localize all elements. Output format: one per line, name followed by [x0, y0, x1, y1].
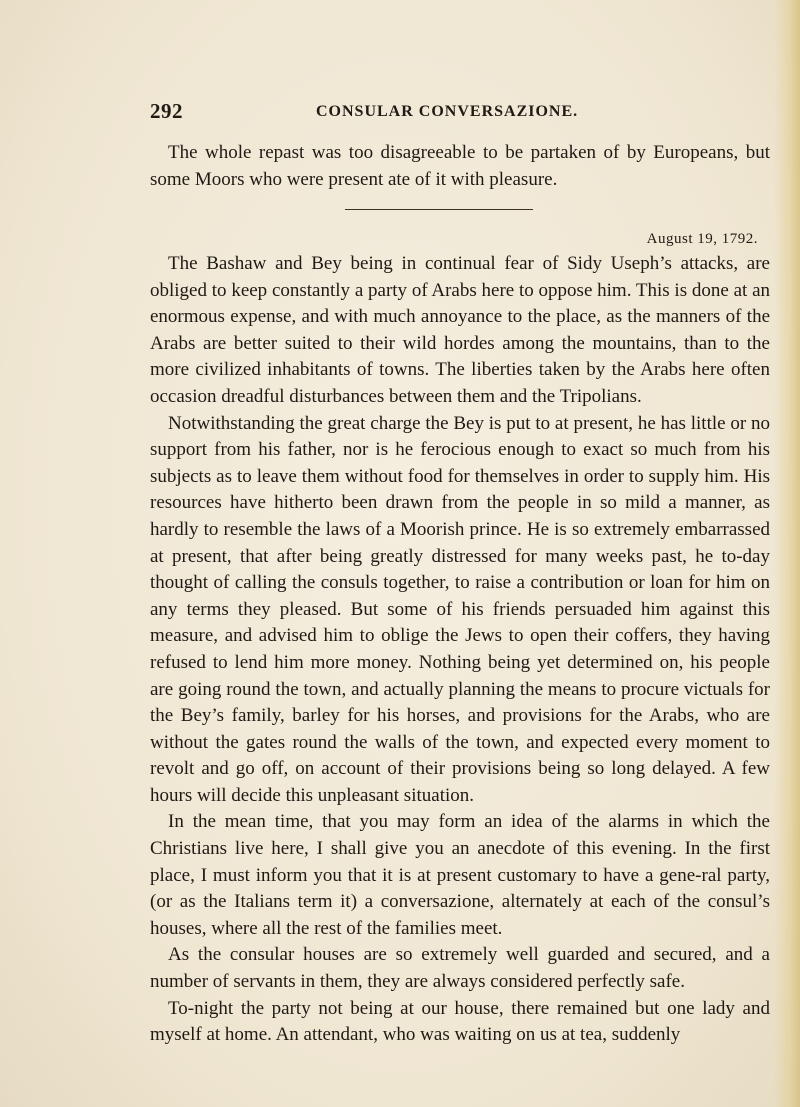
- paragraph: To-night the party not being at our house, there remained but one lady and myself at home. An attendant, who was waiting on us at tea, suddenly: [150, 997, 770, 1046]
- paragraph: As the consular houses are so extremely well guarded and secured, and a number of servants in them, they are always considered perfectly safe.: [150, 944, 770, 993]
- dateline: August 19, 1792.: [646, 231, 758, 247]
- intro-text: [150, 140, 770, 193]
- page-edge-shadow: [774, 0, 800, 1107]
- letter-body: [150, 251, 770, 1049]
- paragraph: Notwithstanding the great charge the Bey is put to at present, he has little or no support from his father, nor is he ferocious enough to exact so much from his subjects as to leave them without food for themselves in order to supply him. His resources have hitherto been drawn from the people in so mild a manner, as hardly to resemble the laws of a Moorish prince. He is so extremely embarrassed at present, that after being greatly distressed for many weeks past, he to-day thought of calling the consuls together, to raise a contribution or loan for him on any terms they pleased. But some of his friends persuaded him against this measure, and advised him to oblige the Jews to open their coffers, they having refused to lend him more money. Nothing being yet determined on, his people are going round the town, and actually planning the means to procure victuals for the Bey’s family, barley for his horses, and provisions for the Arabs, who are without the gates round the walls of the town, and expected every moment to revolt and go off, on account of their provisions being so long delayed. A few hours will decide this unpleasant situation.: [150, 412, 770, 806]
- running-head: CONSULAR CONVERSAZIONE.: [316, 103, 579, 120]
- page-header: [150, 99, 770, 129]
- page-number: 292: [150, 99, 183, 123]
- section-divider: [345, 209, 533, 210]
- intro-paragraph: The whole repast was too disagreeable to be partaken of by Europeans, but some Moors who were present ate of it with pleasure.: [150, 142, 770, 190]
- paragraph: The Bashaw and Bey being in continual fear of Sidy Useph’s attacks, are obliged to keep constantly a party of Arabs here to oppose him. This is done at an enormous expense, and with much annoyance to the place, as the manners of the Arabs are better suited to their wild hordes among the mountains, than to the more civilized inhabitants of towns. The liberties taken by the Arabs here often occasion dreadful disturbances between them and the Tripolians.: [150, 253, 770, 407]
- paragraph: In the mean time, that you may form an idea of the alarms in which the Christians live here, I shall give you an anecdote of this evening. In the first place, I must inform you that it is at present customary to have a gene-ral party, (or as the Italians term it) a conversazione, alternately at each of the consul’s houses, where all the rest of the families meet.: [150, 811, 770, 939]
